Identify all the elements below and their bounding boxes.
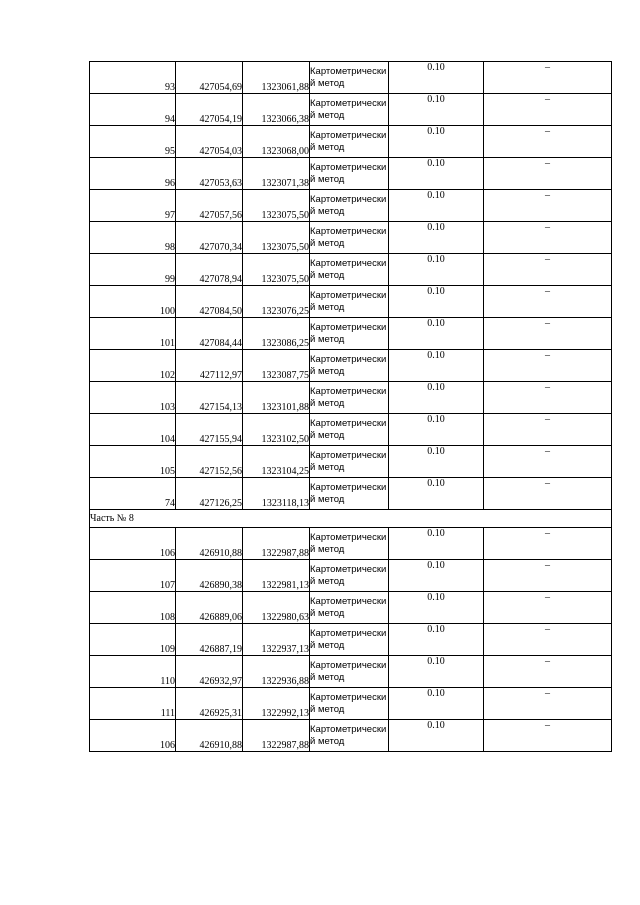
precision-cell: 0.10: [389, 414, 484, 446]
y-coordinate-cell: 1322980,63: [243, 592, 310, 624]
note-cell: –: [484, 94, 612, 126]
table-row: [90, 720, 612, 752]
y-coordinate-cell: 1322987,88: [243, 720, 310, 752]
method-cell: Картометрический метод: [310, 350, 389, 382]
x-coordinate-cell: 427053,63: [176, 158, 243, 190]
note-cell: –: [484, 158, 612, 190]
y-coordinate-cell: 1323086,25: [243, 318, 310, 350]
y-coordinate-cell: 1323102,50: [243, 414, 310, 446]
table-row: [90, 478, 612, 510]
x-coordinate-cell: 426925,31: [176, 688, 243, 720]
point-number-cell: 97: [90, 190, 176, 222]
point-number-cell: 109: [90, 624, 176, 656]
point-number-cell: 102: [90, 350, 176, 382]
note-cell: –: [484, 528, 612, 560]
x-coordinate-cell: 427154,13: [176, 382, 243, 414]
y-coordinate-cell: 1322981,13: [243, 560, 310, 592]
point-number-cell: 100: [90, 286, 176, 318]
y-coordinate-cell: 1322992,13: [243, 688, 310, 720]
table-row: [90, 286, 612, 318]
x-coordinate-cell: 427112,97: [176, 350, 243, 382]
precision-cell: 0.10: [389, 350, 484, 382]
y-coordinate-cell: 1323066,38: [243, 94, 310, 126]
x-coordinate-cell: 426890,38: [176, 560, 243, 592]
point-number-cell: 101: [90, 318, 176, 350]
method-cell: Картометрический метод: [310, 222, 389, 254]
method-cell: Картометрический метод: [310, 656, 389, 688]
point-number-cell: 111: [90, 688, 176, 720]
method-cell: Картометрический метод: [310, 688, 389, 720]
x-coordinate-cell: 427155,94: [176, 414, 243, 446]
y-coordinate-cell: 1323071,38: [243, 158, 310, 190]
x-coordinate-cell: 427084,50: [176, 286, 243, 318]
point-number-cell: 74: [90, 478, 176, 510]
point-number-cell: 108: [90, 592, 176, 624]
table-row: [90, 158, 612, 190]
point-number-cell: 93: [90, 62, 176, 94]
precision-cell: 0.10: [389, 720, 484, 752]
method-cell: Картометрический метод: [310, 720, 389, 752]
point-number-cell: 95: [90, 126, 176, 158]
x-coordinate-cell: 427078,94: [176, 254, 243, 286]
y-coordinate-cell: 1323075,50: [243, 254, 310, 286]
note-cell: –: [484, 62, 612, 94]
y-coordinate-cell: 1323101,88: [243, 382, 310, 414]
precision-cell: 0.10: [389, 382, 484, 414]
x-coordinate-cell: 427126,25: [176, 478, 243, 510]
x-coordinate-cell: 426932,97: [176, 656, 243, 688]
method-cell: Картометрический метод: [310, 126, 389, 158]
point-number-cell: 94: [90, 94, 176, 126]
table-row: [90, 624, 612, 656]
y-coordinate-cell: 1323075,50: [243, 222, 310, 254]
precision-cell: 0.10: [389, 528, 484, 560]
table-row: [90, 222, 612, 254]
table-row: [90, 688, 612, 720]
method-cell: Картометрический метод: [310, 254, 389, 286]
y-coordinate-cell: 1323068,00: [243, 126, 310, 158]
y-coordinate-cell: 1323075,50: [243, 190, 310, 222]
coordinates-table-body: [90, 62, 612, 752]
table-row: [90, 254, 612, 286]
point-number-cell: 99: [90, 254, 176, 286]
x-coordinate-cell: 427152,56: [176, 446, 243, 478]
y-coordinate-cell: 1323104,25: [243, 446, 310, 478]
precision-cell: 0.10: [389, 94, 484, 126]
point-number-cell: 110: [90, 656, 176, 688]
table-row: [90, 446, 612, 478]
x-coordinate-cell: 426910,88: [176, 528, 243, 560]
precision-cell: 0.10: [389, 158, 484, 190]
method-cell: Картометрический метод: [310, 94, 389, 126]
y-coordinate-cell: 1323061,88: [243, 62, 310, 94]
method-cell: Картометрический метод: [310, 560, 389, 592]
table-row: [90, 560, 612, 592]
precision-cell: 0.10: [389, 478, 484, 510]
method-cell: Картометрический метод: [310, 446, 389, 478]
note-cell: –: [484, 688, 612, 720]
table-row: [90, 190, 612, 222]
y-coordinate-cell: 1322937,13: [243, 624, 310, 656]
point-number-cell: 98: [90, 222, 176, 254]
precision-cell: 0.10: [389, 688, 484, 720]
method-cell: Картометрический метод: [310, 478, 389, 510]
table-row: [90, 62, 612, 94]
note-cell: –: [484, 254, 612, 286]
y-coordinate-cell: 1323087,75: [243, 350, 310, 382]
point-number-cell: 103: [90, 382, 176, 414]
precision-cell: 0.10: [389, 126, 484, 158]
method-cell: Картометрический метод: [310, 414, 389, 446]
precision-cell: 0.10: [389, 254, 484, 286]
table-row: [90, 126, 612, 158]
x-coordinate-cell: 426889,06: [176, 592, 243, 624]
table-row: [90, 94, 612, 126]
method-cell: Картометрический метод: [310, 286, 389, 318]
note-cell: –: [484, 624, 612, 656]
method-cell: Картометрический метод: [310, 528, 389, 560]
y-coordinate-cell: 1323076,25: [243, 286, 310, 318]
note-cell: –: [484, 414, 612, 446]
section-label: Часть № 8: [90, 510, 612, 528]
point-number-cell: 105: [90, 446, 176, 478]
note-cell: –: [484, 190, 612, 222]
note-cell: –: [484, 592, 612, 624]
y-coordinate-cell: 1322987,88: [243, 528, 310, 560]
precision-cell: 0.10: [389, 592, 484, 624]
note-cell: –: [484, 720, 612, 752]
x-coordinate-cell: 427054,03: [176, 126, 243, 158]
x-coordinate-cell: 427084,44: [176, 318, 243, 350]
section-header-row: [90, 510, 612, 528]
precision-cell: 0.10: [389, 560, 484, 592]
x-coordinate-cell: 426887,19: [176, 624, 243, 656]
precision-cell: 0.10: [389, 624, 484, 656]
method-cell: Картометрический метод: [310, 592, 389, 624]
note-cell: –: [484, 656, 612, 688]
precision-cell: 0.10: [389, 286, 484, 318]
x-coordinate-cell: 427054,19: [176, 94, 243, 126]
table-row: [90, 318, 612, 350]
precision-cell: 0.10: [389, 318, 484, 350]
method-cell: Картометрический метод: [310, 624, 389, 656]
point-number-cell: 96: [90, 158, 176, 190]
table-row: [90, 350, 612, 382]
table-row: [90, 656, 612, 688]
note-cell: –: [484, 126, 612, 158]
method-cell: Картометрический метод: [310, 190, 389, 222]
point-number-cell: 107: [90, 560, 176, 592]
precision-cell: 0.10: [389, 62, 484, 94]
table-row: [90, 382, 612, 414]
method-cell: Картометрический метод: [310, 318, 389, 350]
coordinates-table: [89, 61, 612, 752]
table-row: [90, 528, 612, 560]
method-cell: Картометрический метод: [310, 158, 389, 190]
x-coordinate-cell: 427070,34: [176, 222, 243, 254]
table-row: [90, 592, 612, 624]
note-cell: –: [484, 446, 612, 478]
note-cell: –: [484, 350, 612, 382]
precision-cell: 0.10: [389, 190, 484, 222]
point-number-cell: 106: [90, 528, 176, 560]
precision-cell: 0.10: [389, 446, 484, 478]
method-cell: Картометрический метод: [310, 382, 389, 414]
point-number-cell: 104: [90, 414, 176, 446]
precision-cell: 0.10: [389, 656, 484, 688]
x-coordinate-cell: 426910,88: [176, 720, 243, 752]
note-cell: –: [484, 382, 612, 414]
y-coordinate-cell: 1323118,13: [243, 478, 310, 510]
x-coordinate-cell: 427054,69: [176, 62, 243, 94]
y-coordinate-cell: 1322936,88: [243, 656, 310, 688]
note-cell: –: [484, 560, 612, 592]
x-coordinate-cell: 427057,56: [176, 190, 243, 222]
note-cell: –: [484, 478, 612, 510]
note-cell: –: [484, 222, 612, 254]
point-number-cell: 106: [90, 720, 176, 752]
note-cell: –: [484, 318, 612, 350]
note-cell: –: [484, 286, 612, 318]
method-cell: Картометрический метод: [310, 62, 389, 94]
table-row: [90, 414, 612, 446]
precision-cell: 0.10: [389, 222, 484, 254]
